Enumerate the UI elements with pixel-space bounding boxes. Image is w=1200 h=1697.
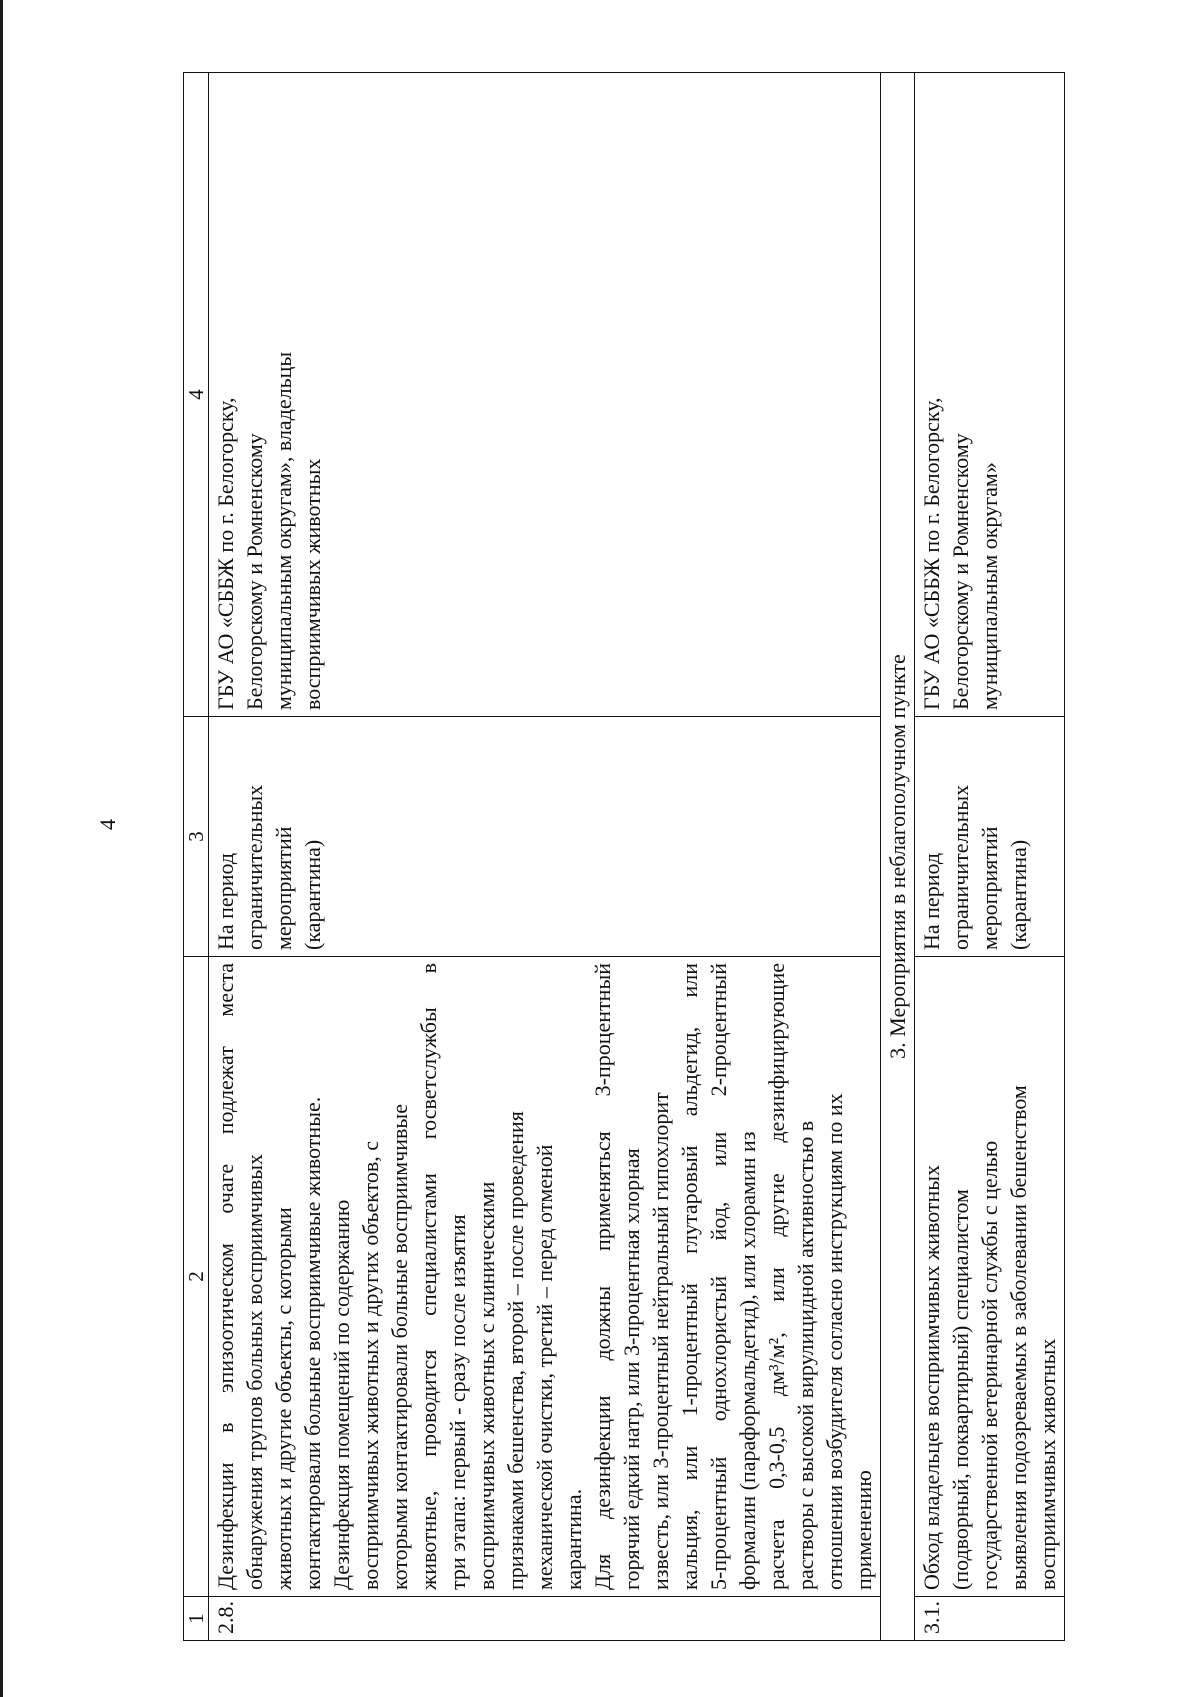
column-number-3: 3: [184, 717, 209, 957]
section-heading: 3. Мероприятия в неблагополучном пункте: [881, 73, 915, 1641]
measure-line: Дезинфекция помещений по содержанию: [329, 1199, 354, 1590]
column-number-2: 2: [184, 957, 209, 1597]
responsible-line: Белогорскому и Ромненскому: [242, 433, 267, 710]
measures-table: [183, 72, 1065, 1641]
measure-line: отношении возбудителя согласно инструкциям по их: [822, 1093, 847, 1590]
measure-line: формалин (параформальдегид), или хлорамин из: [735, 1131, 760, 1590]
row-number: 3.1.: [915, 1597, 1065, 1641]
measure-line: известь, или 3-процентный нейтральный гипохлорит: [648, 1092, 673, 1590]
measure-line: Обход владельцев восприимчивых животных: [919, 1164, 944, 1590]
scan-edge-line: [0, 0, 3, 1697]
measure-line: горячий едкий натр, или 3-процентная хлорная: [619, 1148, 644, 1590]
period-line: мероприятий: [271, 826, 296, 950]
measure-line: выявления подозреваемых в заболевании бешенством: [1006, 1085, 1031, 1590]
measure-line: животные, проводится специалистами госветслужбы в: [416, 963, 441, 1590]
measure-description: [209, 957, 881, 1597]
responsible-line: ГБУ АО «СББЖ по г. Белогорску,: [213, 397, 238, 710]
measure-line: применению: [851, 1470, 876, 1590]
responsible-line: Белогорскому и Ромненскому: [948, 433, 973, 710]
measure-line: (подворный, поквартирный) специалистом: [948, 1189, 973, 1590]
measure-line: расчета 0,3-0,5 дм³/м², или другие дезинфицирующие: [764, 963, 789, 1590]
measure-line: 5-процентный однохлористый йод, или 2-процентный: [706, 963, 731, 1590]
measure-line: восприимчивых животных: [1035, 1338, 1060, 1590]
measure-line: которыми контактировали больные восприимчивые: [387, 1104, 412, 1590]
period-line: (карантина): [1006, 839, 1031, 950]
measure-line: обнаружения трупов больных восприимчивых: [242, 1153, 267, 1590]
measure-line: животных и другие объекты, с которыми: [271, 1207, 296, 1590]
measure-line: Дезинфекции в эпизоотическом очаге подлежат места: [213, 963, 238, 1590]
column-number-1: 1: [184, 1597, 209, 1641]
measure-line: Для дезинфекции должны применяться 3-процентный: [590, 963, 615, 1590]
responsible-cell: [915, 73, 1065, 717]
period-line: (карантина): [300, 839, 325, 950]
section-row: [881, 73, 915, 1641]
measure-line: признаками бешенства, второй – после проведения: [503, 1111, 528, 1590]
measure-line: карантина.: [561, 1488, 586, 1590]
table-row-3-1: [915, 73, 1065, 1641]
measure-line: три этапа: первый - сразу после изъятия: [445, 1214, 470, 1590]
table-row-2-8: [209, 73, 881, 1641]
responsible-line: муниципальным округам», владельцы: [271, 351, 296, 710]
row-number: 2.8.: [209, 1597, 881, 1641]
period-cell: [209, 717, 881, 957]
period-line: На период: [919, 852, 944, 950]
responsible-line: муниципальным округам»: [977, 462, 1002, 710]
measure-line: кальция, или 1-процентный глутаровый альдегид, или: [677, 963, 702, 1590]
period-line: ограничительных: [242, 784, 267, 950]
column-number-row: [184, 73, 209, 1641]
period-line: На период: [213, 852, 238, 950]
measure-line: механической очистки, третий – перед отменой: [532, 1144, 557, 1590]
measure-line: восприимчивых животных и других объектов, с: [358, 1140, 383, 1590]
column-number-4: 4: [184, 73, 209, 717]
page-number: 4: [95, 819, 120, 830]
period-cell: [915, 717, 1065, 957]
responsible-line: восприимчивых животных: [300, 458, 325, 710]
period-line: мероприятий: [977, 826, 1002, 950]
measure-description: [915, 957, 1065, 1597]
responsible-line: ГБУ АО «СББЖ по г. Белогорску,: [919, 397, 944, 710]
rotated-table-container: [183, 73, 1073, 1641]
measure-line: контактировали больные восприимчивые животные.: [300, 1096, 325, 1590]
responsible-cell: [209, 73, 881, 717]
measure-line: государственной ветеринарной службы с целью: [977, 1140, 1002, 1590]
measure-line: восприимчивых животных с клиническими: [474, 1181, 499, 1590]
period-line: ограничительных: [948, 784, 973, 950]
measure-line: растворы с высокой вирулицидной активностью в: [793, 1120, 818, 1590]
